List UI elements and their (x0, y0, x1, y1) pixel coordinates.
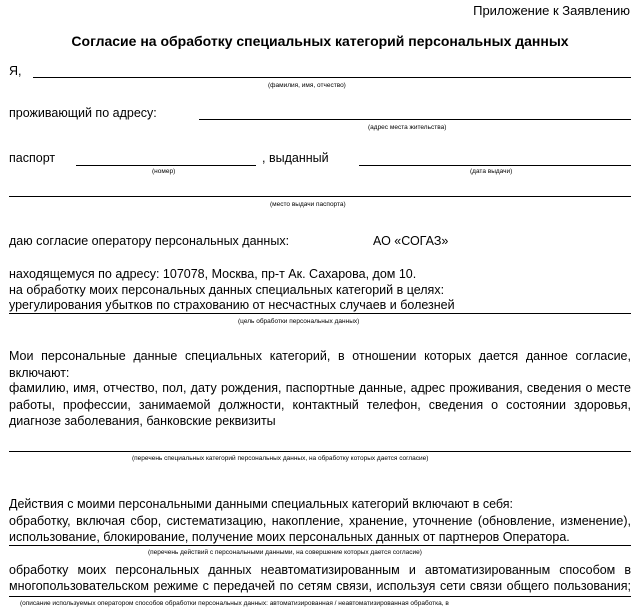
issue-place-hint: (место выдачи паспорта) (270, 201, 346, 208)
address-label: проживающий по адресу: (9, 106, 157, 120)
issue-place-field[interactable] (9, 196, 631, 197)
passport-number-hint: (номер) (152, 168, 176, 175)
issued-label: , выданный (262, 151, 329, 165)
data-categories-underline (9, 451, 631, 452)
passport-label: паспорт (9, 151, 56, 165)
issue-date-field[interactable] (359, 165, 631, 166)
data-categories-line1: фамилию, имя, отчество, пол, дату рождения, паспортные данные, адрес проживания, сведения о месте (9, 381, 631, 395)
operator-address: находящемуся по адресу: 107078, Москва, пр-т Ак. Сахарова, дом 10. (9, 267, 417, 281)
data-categories-line2: работы, профессии, занимаемой должности, контактный телефон, сведения о состоянии здоровья, (9, 398, 631, 412)
purpose-text: урегулирования убытков по страхованию от несчастных случаев и болезней (9, 298, 455, 312)
passport-number-field[interactable] (76, 165, 256, 166)
actions-line1: обработку, включая сбор, систематизацию, накопление, хранение, уточнение (обновление, изменение), (9, 514, 631, 528)
methods-line2: многопользовательском режиме с передачей по сетям связи, используя сети связи общего пользования; (9, 579, 631, 593)
fio-hint: (фамилия, имя, отчество) (268, 82, 346, 89)
fio-field[interactable] (33, 77, 631, 78)
actions-underline (9, 545, 631, 546)
purpose-hint: (цель обработки персональных данных) (238, 318, 360, 325)
appendix-label: Приложение к Заявлению (473, 3, 630, 18)
i-label: Я, (9, 64, 22, 78)
data-categories-intro: Мои персональные данные специальных категорий, в отношении которых дается данное согласие, (9, 349, 631, 363)
methods-underline (9, 596, 631, 597)
issue-date-hint: (дата выдачи) (470, 168, 513, 175)
purpose-intro: на обработку моих персональных данных специальных категорий в целях: (9, 283, 445, 297)
consent-label: даю согласие оператору персональных данных: (9, 234, 290, 248)
methods-line1: обработку моих персональных данных неавтоматизированным и автоматизированным способом в (9, 563, 631, 577)
methods-hint: (описание используемых оператором способов обработки персональных данных: автоматизированная / неавтоматизированная обработка, в (20, 600, 449, 607)
address-hint: (адрес места жительства) (368, 124, 447, 131)
data-categories-includes: включают: (9, 366, 70, 380)
actions-line2: использование, блокирование, получение моих персональных данных от партнеров Оператора. (9, 530, 570, 544)
purpose-underline (9, 313, 631, 314)
data-categories-line3: диагнозе заболевания, банковские реквизиты (9, 414, 276, 428)
data-categories-hint: (перечень специальных категорий персональных данных, на обработку которых дается согласие) (132, 455, 429, 462)
operator-name: АО «СОГАЗ» (373, 234, 449, 248)
actions-intro: Действия с моими персональными данными специальных категорий включают в себя: (9, 497, 514, 511)
document-title: Согласие на обработку специальных категорий персональных данных (71, 33, 569, 49)
actions-hint: (перечень действий с персональными данными, на совершение которых дается согласие) (148, 549, 422, 556)
address-field[interactable] (199, 119, 631, 120)
